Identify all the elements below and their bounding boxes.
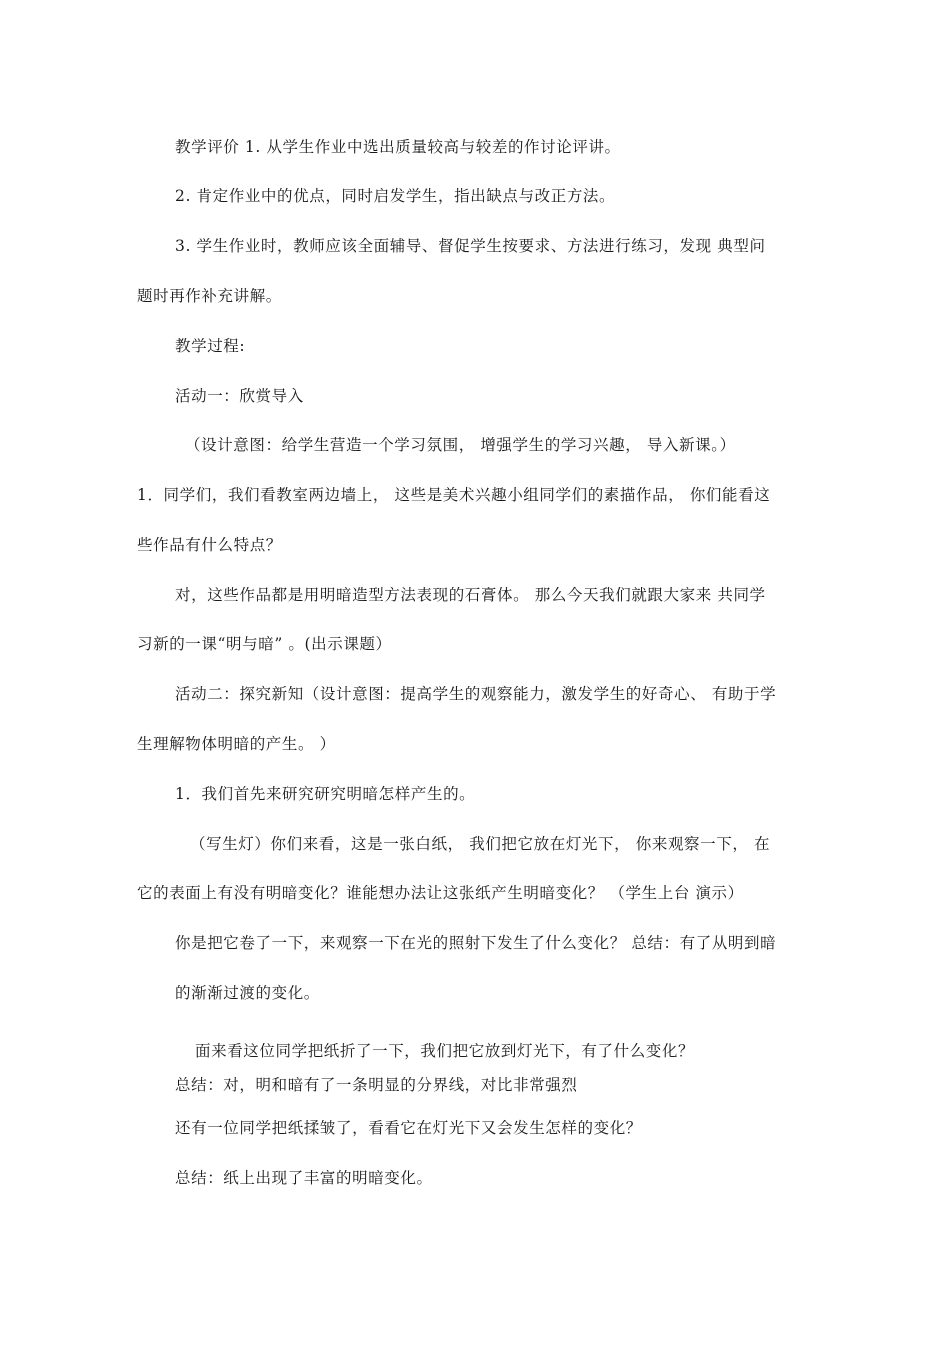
text-line: 面来看这位同学把纸折了一下，我们把它放到灯光下，有了什么变化？ xyxy=(195,1042,695,1060)
text-line: 对，这些作品都是用明暗造型方法表现的石膏体。 那么今天我们就跟大家来 共同学 xyxy=(175,586,766,604)
text-line: 教学过程: xyxy=(175,337,246,355)
text-line: 生理解物体明暗的产生。 ） xyxy=(137,735,336,753)
text-line: 总结：对，明和暗有了一条明显的分界线，对比非常强烈 xyxy=(175,1076,578,1094)
text-line: 1．我们首先来研究研究明暗怎样产生的。 xyxy=(175,785,476,803)
text-line: 题时再作补充讲解。 xyxy=(137,287,282,305)
text-line: 它的表面上有没有明暗变化？谁能想办法让这张纸产生明暗变化？ （学生上台 演示） xyxy=(137,884,744,902)
text-line: 2. 肯定作业中的优点，同时启发学生，指出缺点与改正方法。 xyxy=(175,187,616,205)
text-line: 你是把它卷了一下，来观察一下在光的照射下发生了什么变化？ 总结：有了从明到暗 xyxy=(175,934,777,952)
text-line: 活动一：欣赏导入 xyxy=(175,387,304,405)
text-line: 活动二：探究新知（设计意图：提高学生的观察能力，激发学生的好奇心、 有助于学 xyxy=(175,685,777,703)
text-line: 还有一位同学把纸揉皱了，看看它在灯光下又会发生怎样的变化？ xyxy=(175,1119,642,1137)
text-line: 的渐渐过渡的变化。 xyxy=(175,984,320,1002)
text-line: （设计意图：给学生营造一个学习氛围， 增强学生的学习兴趣， 导入新课。） xyxy=(185,436,736,454)
text-line: 习新的一课“明与暗” 。(出示课题） xyxy=(137,635,392,653)
text-line: 总结：纸上出现了丰富的明暗变化。 xyxy=(175,1169,433,1187)
text-line: 些作品有什么特点？ xyxy=(137,536,282,554)
text-line: 教学评价 1. 从学生作业中选出质量较高与较差的作讨论评讲。 xyxy=(175,138,621,156)
text-line: （写生灯）你们来看，这是一张白纸， 我们把它放在灯光下， 你来观察一下， 在 xyxy=(190,835,771,853)
text-line: 1．同学们，我们看教室两边墙上， 这些是美术兴趣小组同学们的素描作品， 你们能看这 xyxy=(137,486,771,504)
text-line: 3. 学生作业时，教师应该全面辅导、督促学生按要求、方法进行练习，发现 典型问 xyxy=(175,237,766,255)
